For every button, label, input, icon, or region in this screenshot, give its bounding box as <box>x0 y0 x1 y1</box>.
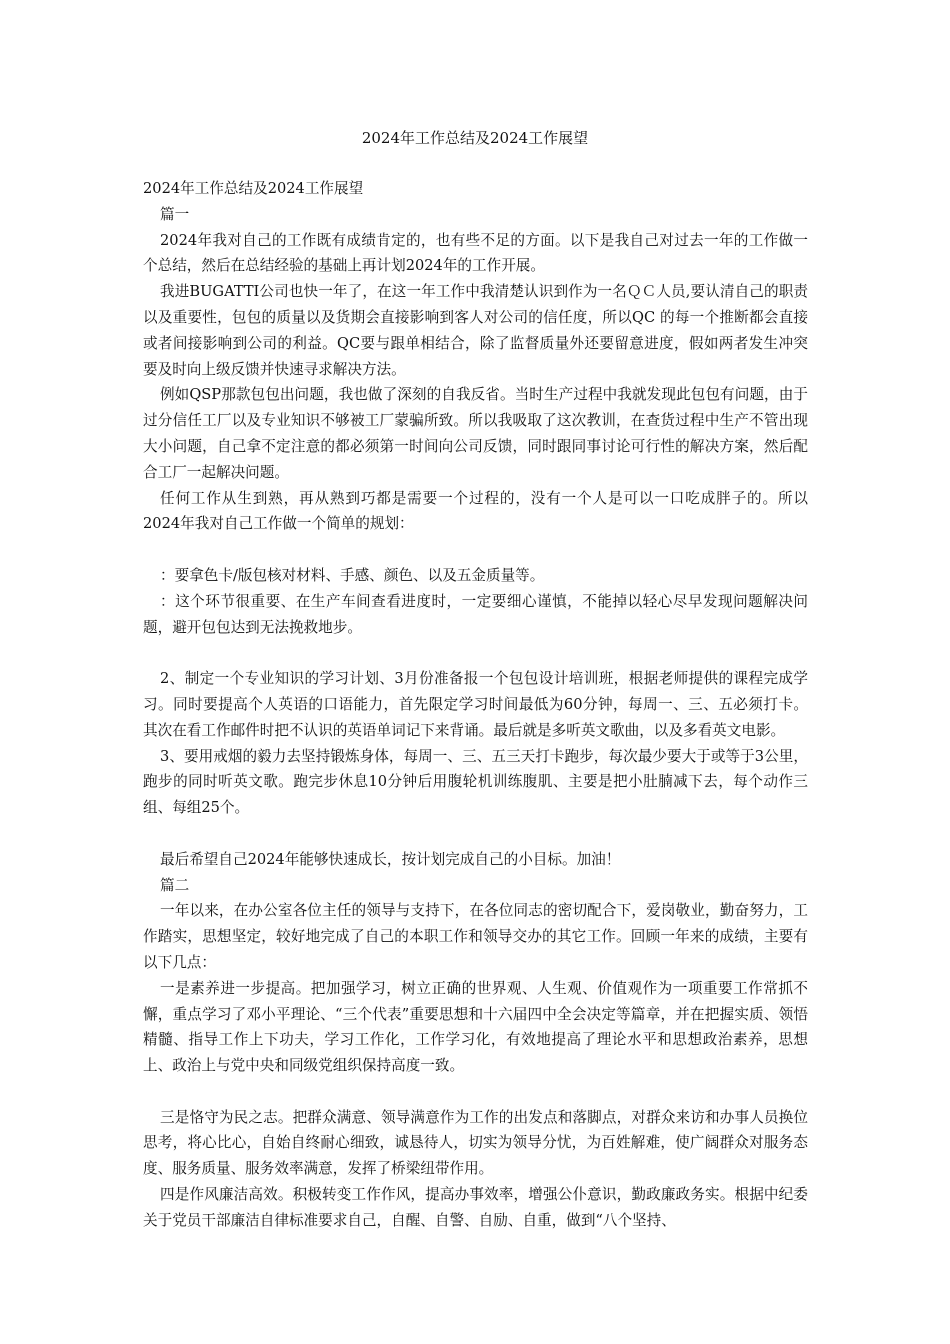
paragraph: ：要拿色卡/版包核对材料、手感、颜色、以及五金质量等。 <box>160 566 545 584</box>
paragraph: 任何工作从生到熟，再从熟到巧都是需要一个过程的，没有一个人是可以一口吃成胖子的。所以2024年我对自己工作做一个简单的规划： <box>143 489 808 533</box>
paragraph: ：这个环节很重要、在生产车间查看进度时，一定要细心谨慎，不能掉以轻心尽早发现问题解决问题，避开包包达到无法挽救地步。 <box>143 592 808 636</box>
paragraph: 我进BUGATTI公司也快一年了，在这一年工作中我清楚认识到作为一名ＱＣ人员,要认清自己的职责以及重要性，包包的质量以及货期会直接影响到客人对公司的信任度，所以QC 的每一个推断都会直接或者间接影响到公司的利益。QC要与跟单相结合，除了监督质量外还要留意进度，假如两者发生冲突要及时向上级反馈并快速寻求解决方法。 <box>143 283 808 378</box>
blank-line <box>143 537 808 563</box>
document-body <box>143 176 808 1234</box>
paragraph: 2、制定一个专业知识的学习计划、3月份准备报一个包包设计培训班，根据老师提供的课程完成学习。同时要提高个人英语的口语能力，首先限定学习时间最低为60分钟，每周一、三、五必须打卡。 其次在看工作邮件时把不认识的英语单词记下来背诵。最后就是多听英文歌曲，以及多看英文电影。 <box>143 670 808 739</box>
blank-line <box>143 821 808 847</box>
paragraph: 例如QSP那款包包出问题，我也做了深刻的自我反省。当时生产过程中我就发现此包包有问题，由于过分信任工厂以及专业知识不够被工厂蒙骗所致。所以我吸取了这次教训，在查货过程中生产不管出现大小问题，自己拿不定注意的都必须第一时间向公司反馈，同时跟同事讨论可行性的解决方案，然后配合工厂一起解决问题。 <box>143 386 808 481</box>
paragraph: 2024年我对自己的工作既有成绩肯定的，也有些不足的方面。以下是我自己对过去一年的工作做一个总结，然后在总结经验的基础上再计划2024年的工作开展。 <box>143 231 808 275</box>
paragraph: 一是素养进一步提高。把加强学习，树立正确的世界观、人生观、价值观作为一项重要工作常抓不懈，重点学习了邓小平理论、“三个代表”重要思想和十六届四中全会决定等篇章，并在把握实质、领悟精髓、指导工作上下功夫，学习工作化，工作学习化，有效地提高了理论水平和思想政治素养，思想上、政治上与党中央和同级党组织保持高度一致。 <box>143 979 808 1075</box>
paragraph: 最后希望自己2024年能够快速成长，按计划完成自己的小目标。加油！ <box>160 850 621 868</box>
paragraph: 篇一 <box>160 205 190 223</box>
paragraph: 一年以来，在办公室各位主任的领导与支持下，在各位同志的密切配合下，爱岗敬业，勤奋努力，工作踏实，思想坚定，较好地完成了自己的本职工作和领导交办的其它工作。回顾一年来的成绩，主要有以下几点： <box>143 902 808 971</box>
paragraph: 四是作风廉洁高效。积极转变工作作风，提高办事效率，增强公仆意识，勤政廉政务实。根据中纪委关于党员干部廉洁自律标准要求自己，自醒、自警、自励、自重，做到“八个坚持、 <box>143 1186 808 1229</box>
document-title: 2024年工作总结及2024工作展望 <box>361 129 589 147</box>
paragraph: 三是恪守为民之志。把群众满意、领导满意作为工作的出发点和落脚点，对群众来访和办事人员换位思考，将心比心，自始自终耐心细致，诚恳待人，切实为领导分忧，为百姓解难，使广阔群众对服务态度、服务质量、服务效率满意，发挥了桥梁纽带作用。 <box>143 1108 808 1178</box>
paragraph: 2024年工作总结及2024工作展望 <box>143 180 364 197</box>
blank-line <box>143 640 808 666</box>
paragraph: 3、要用戒烟的毅力去坚持锻炼身体，每周一、三、五三天打卡跑步，每次最少要大于或等于3公里，跑步的同时听英文歌。跑完步休息10分钟后用腹轮机训练腹肌、主要是把小肚腩减下去，每个动作三组、每组25个。 <box>143 747 808 817</box>
paragraph: 篇二 <box>160 876 190 894</box>
blank-line <box>143 1079 808 1105</box>
